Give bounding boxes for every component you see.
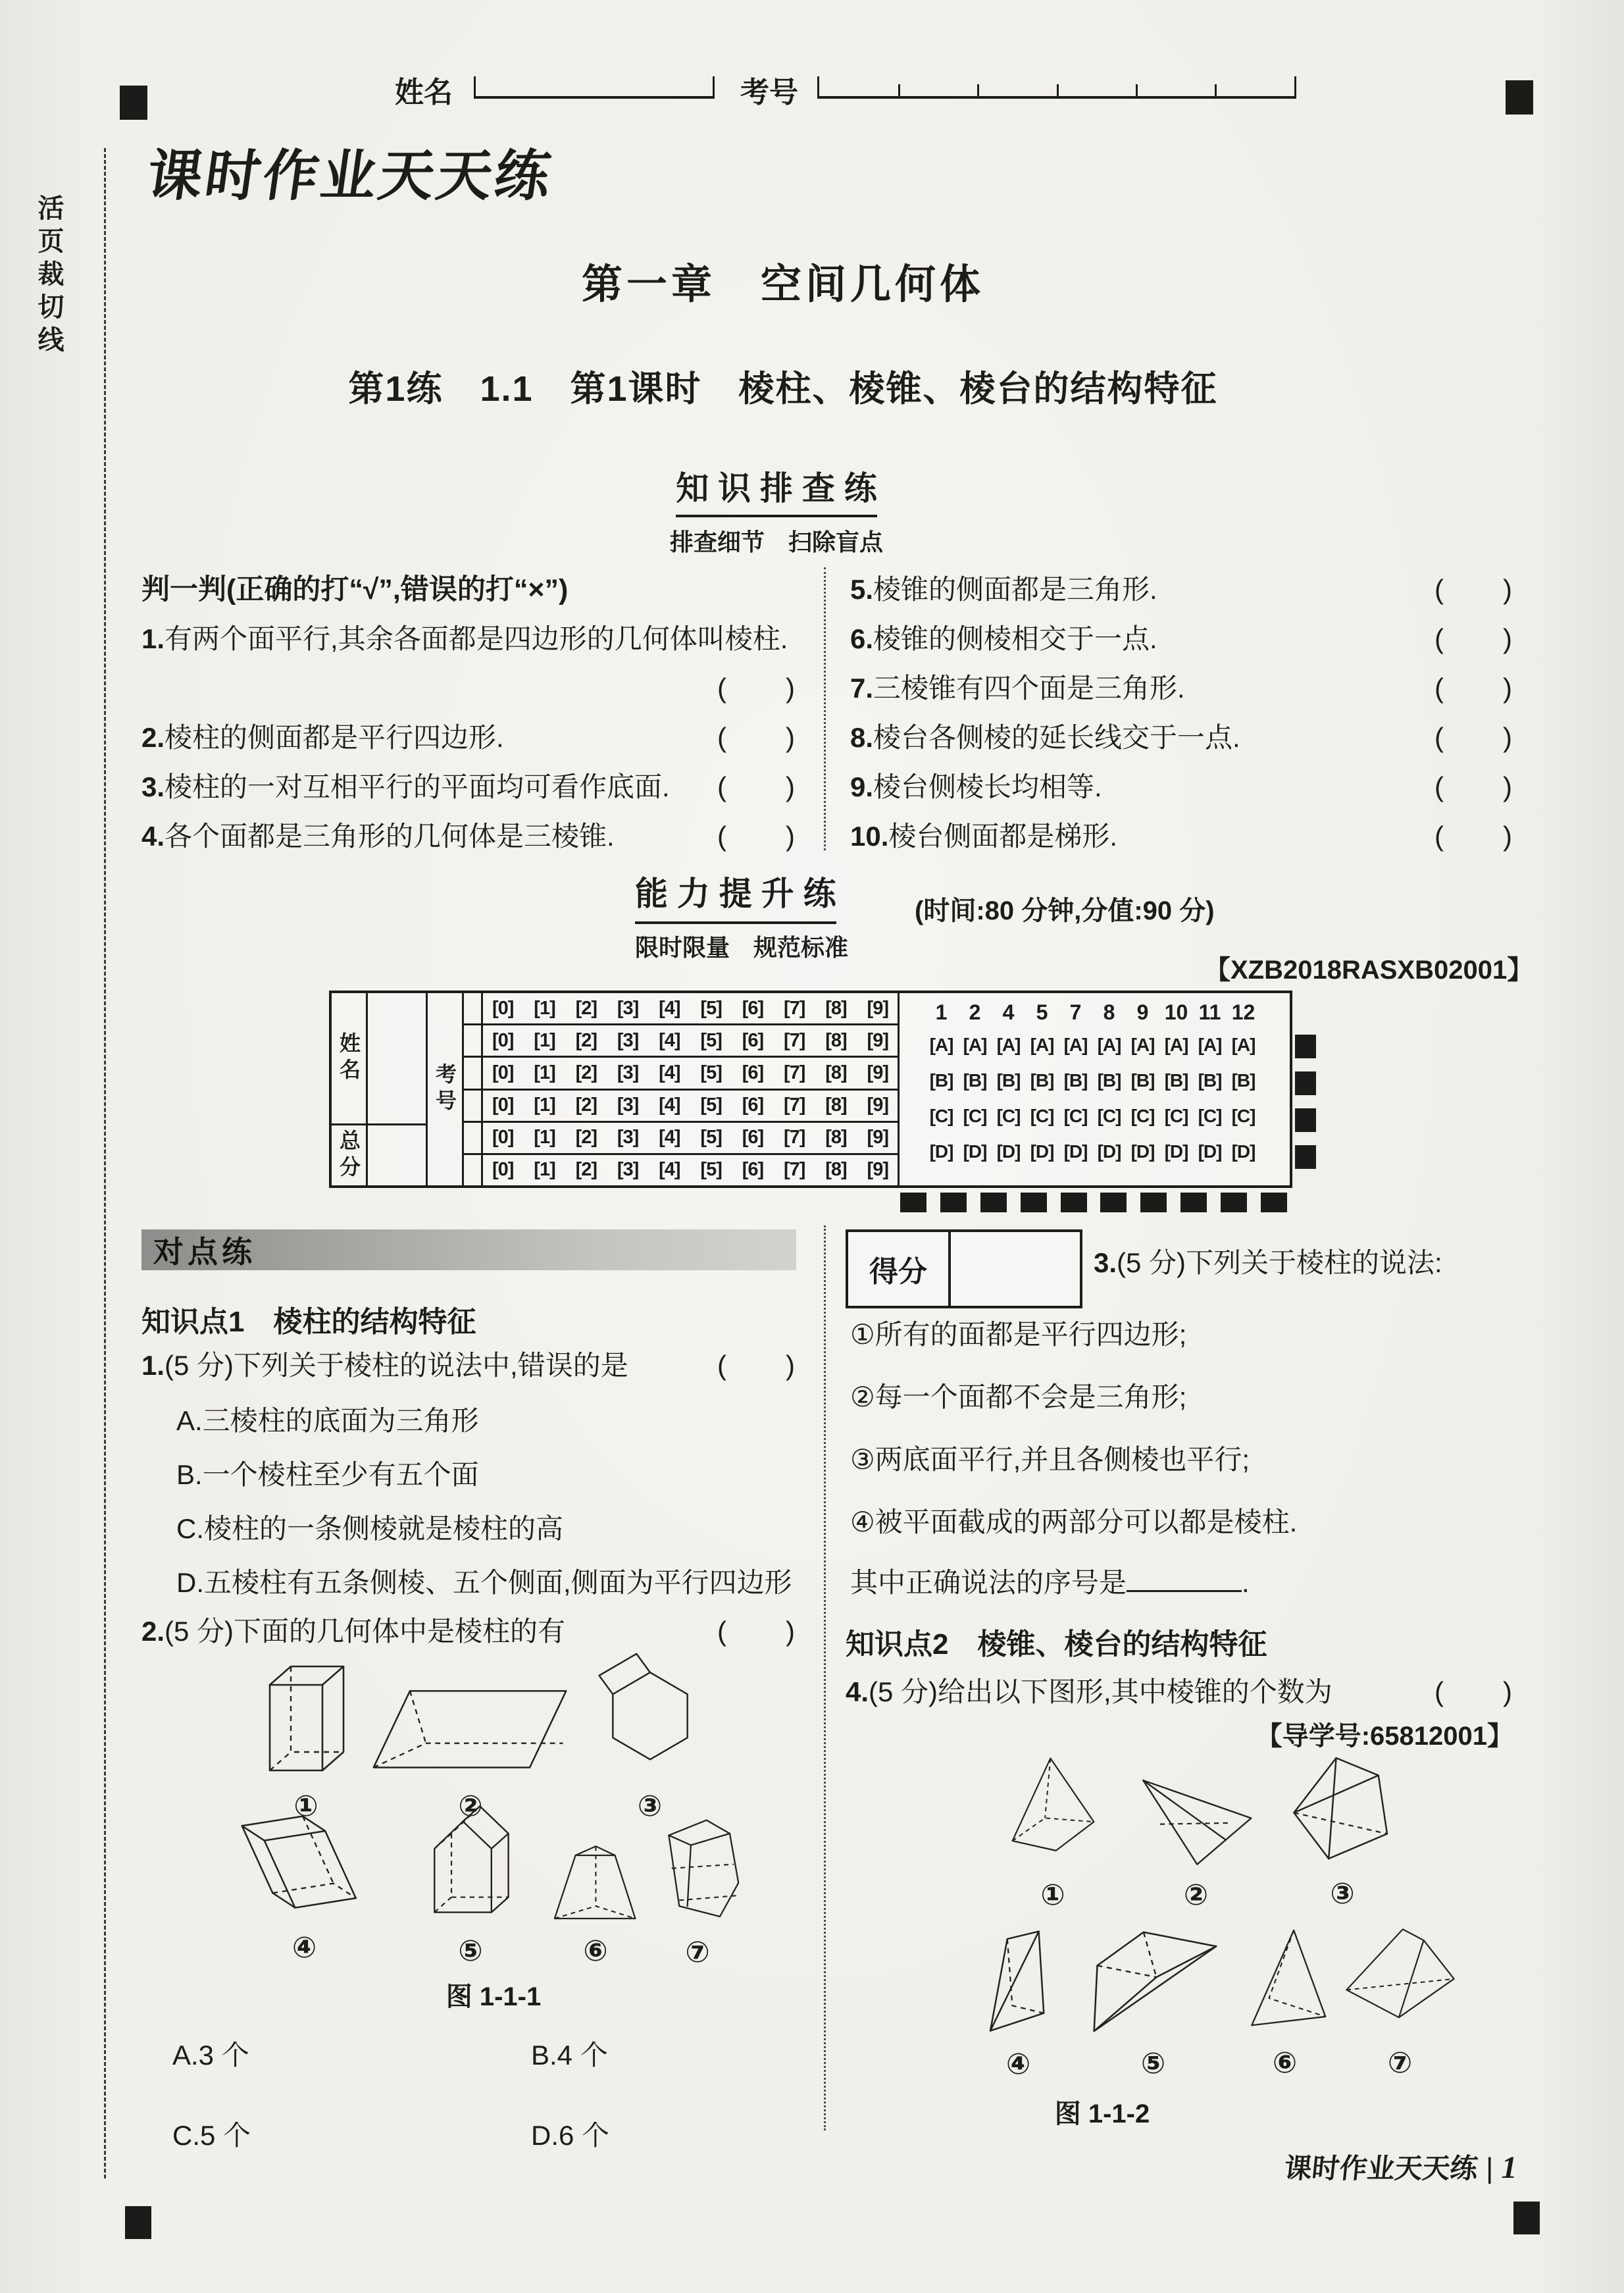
answer-sheet bbox=[329, 991, 1292, 1188]
q2-options bbox=[172, 2034, 609, 2153]
exam-number-label: 考号 bbox=[740, 76, 798, 109]
tf-text: 棱台侧面都是梯形. bbox=[888, 821, 1118, 852]
section-ability-practice bbox=[635, 867, 848, 963]
tf-number: 7. bbox=[850, 673, 874, 704]
q3-statement-1: ①所有的面都是平行四边形; bbox=[850, 1319, 1187, 1350]
question-number: 9 bbox=[1136, 1000, 1149, 1024]
section1-title: 知 识 排 查 练 bbox=[676, 462, 877, 517]
digit-bubble[interactable]: [1] bbox=[534, 997, 555, 1019]
answer-bubble[interactable]: [D] bbox=[1097, 1141, 1121, 1162]
answer-bubble[interactable]: [C] bbox=[929, 1106, 953, 1126]
section1-subtitle: 排查细节 扫除盲点 bbox=[669, 528, 883, 555]
question-number-row bbox=[925, 997, 1290, 1027]
digit-bubble[interactable]: [8] bbox=[825, 1127, 847, 1148]
answer-bubble[interactable]: [B] bbox=[963, 1070, 987, 1091]
digit-bubble[interactable]: [0] bbox=[492, 997, 514, 1019]
q3-statement-4: ④被平面截成的两部分可以都是棱柱. bbox=[850, 1507, 1298, 1537]
digit-bubble[interactable]: [2] bbox=[575, 1127, 597, 1148]
sheet-label-column bbox=[332, 993, 368, 1185]
figure-irregular-polyhedron bbox=[648, 1813, 747, 1969]
tf-item-10 bbox=[850, 815, 1513, 854]
q1-option-c[interactable]: C.棱柱的一条侧棱就是棱柱的高 bbox=[176, 1513, 564, 1544]
tf-number: 1. bbox=[141, 623, 165, 654]
digit-bubble[interactable]: [4] bbox=[659, 1095, 680, 1116]
q3-statement-2: ②每一个面都不会是三角形; bbox=[850, 1381, 1187, 1412]
figure-label: ③ bbox=[637, 1790, 663, 1822]
answer-bubble[interactable]: [C] bbox=[1164, 1106, 1188, 1126]
tf-number: 8. bbox=[850, 722, 874, 753]
digit-bubble[interactable]: [7] bbox=[783, 1062, 805, 1083]
tick bbox=[977, 84, 979, 96]
digit-bubble[interactable]: [6] bbox=[742, 1062, 764, 1083]
practice-banner-label: 对点练 bbox=[153, 1235, 256, 1269]
answer-bubble[interactable]: [C] bbox=[1063, 1106, 1088, 1126]
answer-bubble[interactable]: [B] bbox=[1198, 1070, 1222, 1091]
sheet-digit-grid bbox=[483, 993, 900, 1185]
digit-bubble[interactable]: [4] bbox=[659, 1062, 680, 1083]
tf-text: 棱台侧棱长均相等. bbox=[873, 771, 1102, 802]
digit-bubble[interactable]: [5] bbox=[700, 1127, 722, 1148]
digit-bubble[interactable]: [1] bbox=[534, 1127, 555, 1148]
timing-mark bbox=[1295, 1071, 1316, 1095]
digit-bubble[interactable]: [0] bbox=[492, 1062, 514, 1083]
answer-bubble[interactable]: [B] bbox=[929, 1070, 953, 1091]
question-1 bbox=[141, 1344, 796, 1383]
digit-bubble[interactable]: [7] bbox=[783, 1095, 805, 1116]
answer-paren[interactable]: ( ) bbox=[717, 771, 796, 802]
question-3 bbox=[1094, 1241, 1515, 1281]
digit-bubble[interactable]: [8] bbox=[825, 1095, 847, 1116]
answer-bubble[interactable]: [A] bbox=[1097, 1035, 1121, 1055]
cut-line-label: 活页裁切线 bbox=[34, 194, 63, 359]
answer-row-b bbox=[925, 1063, 1290, 1098]
tick bbox=[898, 84, 900, 96]
digit-bubble[interactable]: [0] bbox=[492, 1029, 514, 1051]
tf-item-2 bbox=[141, 716, 796, 756]
registration-mark-top-right bbox=[1506, 80, 1533, 115]
answer-row-a bbox=[925, 1027, 1290, 1063]
digit-bubble[interactable]: [7] bbox=[783, 1159, 805, 1181]
digit-row bbox=[483, 1025, 898, 1058]
figure-label: ⑥ bbox=[583, 1935, 608, 1967]
answer-bubble[interactable]: [D] bbox=[1164, 1141, 1188, 1162]
answer-paren[interactable]: ( ) bbox=[1434, 673, 1513, 704]
sheet-total-label: 总分 bbox=[337, 1129, 361, 1182]
timing-mark-row bbox=[900, 1193, 1287, 1212]
digit-row bbox=[483, 1091, 898, 1123]
figure-pyramid-7 bbox=[1339, 1912, 1461, 2080]
question-text: (5 分)下列关于棱柱的说法: bbox=[1117, 1247, 1442, 1278]
digit-bubble[interactable]: [0] bbox=[492, 1127, 514, 1148]
answer-paren[interactable]: ( ) bbox=[717, 1616, 796, 1647]
digit-bubble[interactable]: [2] bbox=[575, 1095, 597, 1116]
tf-item-4 bbox=[141, 815, 796, 854]
q2-option-a[interactable]: A.3 个 bbox=[172, 2040, 249, 2071]
sheet-name-label: 姓名 bbox=[337, 1032, 361, 1085]
question-4 bbox=[846, 1670, 1513, 1710]
q2-option-c[interactable]: C.5 个 bbox=[172, 2120, 251, 2151]
figure-pyramid-2 bbox=[1129, 1767, 1263, 1912]
answer-bubble[interactable]: [A] bbox=[1130, 1035, 1155, 1055]
digit-bubble[interactable]: [5] bbox=[700, 1159, 722, 1181]
answer-bubble[interactable]: [A] bbox=[1231, 1035, 1256, 1055]
digit-row bbox=[483, 1058, 898, 1090]
name-fill-line[interactable] bbox=[474, 76, 715, 99]
digit-bubble[interactable]: [3] bbox=[617, 997, 639, 1019]
digit-bubble[interactable]: [8] bbox=[825, 1062, 847, 1083]
footer-brand: 课时作业天天练 bbox=[1282, 2153, 1480, 2184]
answer-paren[interactable]: ( ) bbox=[1434, 821, 1513, 852]
q3-statement-3: ③两底面平行,并且各侧棱也平行; bbox=[850, 1444, 1250, 1475]
score-value-cell[interactable] bbox=[951, 1232, 1080, 1306]
digit-bubble[interactable]: [3] bbox=[617, 1095, 639, 1116]
digit-bubble[interactable]: [1] bbox=[534, 1029, 555, 1051]
answer-bubble[interactable]: [B] bbox=[1231, 1070, 1256, 1091]
tf-number: 9. bbox=[850, 771, 874, 802]
digit-bubble[interactable]: [6] bbox=[742, 1159, 764, 1181]
digit-row bbox=[483, 993, 898, 1025]
tf-item-1 bbox=[141, 617, 796, 657]
digit-bubble[interactable]: [1] bbox=[534, 1062, 555, 1083]
tick bbox=[1057, 84, 1059, 96]
answer-bubble[interactable]: [D] bbox=[1130, 1141, 1155, 1162]
answer-row-d bbox=[925, 1134, 1290, 1170]
answer-bubble[interactable]: [D] bbox=[996, 1141, 1021, 1162]
figure-label: ⑤ bbox=[458, 1935, 483, 1967]
answer-paren[interactable]: ( ) bbox=[717, 673, 796, 704]
answer-bubble[interactable]: [D] bbox=[1030, 1141, 1054, 1162]
digit-bubble[interactable]: [3] bbox=[617, 1127, 639, 1148]
sheet-digit-write-column[interactable] bbox=[464, 993, 483, 1185]
question-text: (5 分)下面的几何体中是棱柱的有 bbox=[165, 1616, 566, 1647]
q2-option-b[interactable]: B.4 个 bbox=[531, 2040, 608, 2071]
answer-bubble[interactable]: [B] bbox=[1097, 1070, 1121, 1091]
answer-paren[interactable]: ( ) bbox=[1434, 574, 1513, 605]
figure-1-1-2-caption: 图 1-1-2 bbox=[1054, 2100, 1150, 2128]
answer-bubble[interactable]: [D] bbox=[929, 1141, 953, 1162]
question-number: 11 bbox=[1198, 1000, 1221, 1024]
tf-item-9 bbox=[850, 765, 1513, 805]
question-number: 7 bbox=[1069, 1000, 1082, 1024]
answer-bubble[interactable]: [B] bbox=[1063, 1070, 1088, 1091]
practice-banner bbox=[141, 1229, 796, 1270]
digit-bubble[interactable]: [7] bbox=[783, 1127, 805, 1148]
digit-bubble[interactable]: [1] bbox=[534, 1159, 555, 1181]
column-divider-bottom bbox=[824, 1225, 826, 2130]
tf-number: 2. bbox=[141, 722, 165, 753]
tf-number: 3. bbox=[141, 771, 165, 802]
digit-bubble[interactable]: [0] bbox=[492, 1159, 514, 1181]
answer-bubble[interactable]: [C] bbox=[963, 1106, 987, 1126]
q1-option-b[interactable]: B.一个棱柱至少有五个面 bbox=[176, 1459, 479, 1490]
figure-1-1-1-caption: 图 1-1-1 bbox=[445, 1982, 542, 2011]
knowledge-point-2: 知识点2 棱锥、棱台的结构特征 bbox=[846, 1628, 1267, 1661]
answer-paren[interactable]: ( ) bbox=[1434, 722, 1513, 753]
score-label: 得分 bbox=[848, 1232, 951, 1306]
score-box bbox=[846, 1229, 1082, 1308]
registration-mark-top-left bbox=[120, 86, 147, 120]
answer-paren[interactable]: ( ) bbox=[717, 821, 796, 852]
figure-pyramid-6 bbox=[1237, 1919, 1332, 2080]
sheet-write-in-column[interactable] bbox=[368, 993, 428, 1185]
tf-item-5 bbox=[850, 568, 1513, 607]
digit-bubble[interactable]: [7] bbox=[783, 1029, 805, 1051]
digit-row bbox=[483, 1123, 898, 1155]
digit-bubble[interactable]: [7] bbox=[783, 997, 805, 1019]
digit-bubble[interactable]: [3] bbox=[617, 1029, 639, 1051]
section-knowledge-check bbox=[658, 462, 895, 557]
answer-bubble[interactable]: [A] bbox=[1030, 1035, 1054, 1055]
figure-pyramid-1 bbox=[997, 1747, 1109, 1912]
digit-bubble[interactable]: [9] bbox=[867, 1029, 888, 1051]
digit-bubble[interactable]: [9] bbox=[867, 1095, 888, 1116]
figure-label: ⑦ bbox=[1387, 2047, 1413, 2079]
answer-paren[interactable]: ( ) bbox=[1434, 771, 1513, 802]
answer-bubble[interactable]: [A] bbox=[1164, 1035, 1188, 1055]
digit-bubble[interactable]: [2] bbox=[575, 1029, 597, 1051]
question-number: 4. bbox=[846, 1676, 869, 1707]
tf-item-1-answer bbox=[141, 667, 796, 706]
answer-bubble[interactable]: [C] bbox=[1198, 1106, 1222, 1126]
tf-text: 有两个面平行,其余各面都是四边形的几何体叫棱柱. bbox=[165, 623, 788, 654]
tick bbox=[1136, 84, 1138, 96]
tf-text: 棱锥的侧面都是三角形. bbox=[873, 574, 1157, 605]
tf-number: 4. bbox=[141, 821, 165, 852]
fill-blank[interactable] bbox=[1127, 1585, 1242, 1592]
digit-row bbox=[483, 1155, 898, 1185]
figure-pyramid-4 bbox=[974, 1925, 1063, 2081]
digit-bubble[interactable]: [6] bbox=[742, 1029, 764, 1051]
knowledge-point-1: 知识点1 棱柱的结构特征 bbox=[141, 1306, 476, 1338]
figure-oblique-prism bbox=[224, 1807, 385, 1965]
digit-bubble[interactable]: [2] bbox=[575, 997, 597, 1019]
digit-bubble[interactable]: [8] bbox=[825, 1159, 847, 1181]
digit-bubble[interactable]: [1] bbox=[534, 1095, 555, 1116]
figure-label: ② bbox=[1183, 1879, 1209, 1911]
footer-divider: | bbox=[1486, 2152, 1494, 2184]
q3-tail-period: . bbox=[1242, 1567, 1250, 1598]
q3-tail-text: 其中正确说法的序号是 bbox=[850, 1567, 1127, 1598]
digit-bubble[interactable]: [9] bbox=[867, 1159, 888, 1181]
digit-bubble[interactable]: [4] bbox=[659, 1029, 680, 1051]
answer-bubble[interactable]: [A] bbox=[929, 1035, 953, 1055]
figure-label: ④ bbox=[1005, 2048, 1031, 2080]
answer-bubble[interactable]: [B] bbox=[1030, 1070, 1054, 1091]
answer-bubble[interactable]: [D] bbox=[1198, 1141, 1222, 1162]
answer-bubble[interactable]: [A] bbox=[963, 1035, 987, 1055]
answer-bubble[interactable]: [B] bbox=[1164, 1070, 1188, 1091]
guide-code: 【导学号:65812001】 bbox=[1256, 1722, 1513, 1751]
question-number: 2 bbox=[969, 1000, 981, 1024]
digit-bubble[interactable]: [9] bbox=[867, 1062, 888, 1083]
q1-option-d[interactable]: D.五棱柱有五条侧棱、五个侧面,侧面为平行四边形 bbox=[176, 1567, 792, 1598]
figure-frustum bbox=[546, 1833, 645, 1968]
digit-bubble[interactable]: [4] bbox=[659, 1159, 680, 1181]
tick bbox=[1215, 84, 1217, 96]
answer-bubble[interactable]: [C] bbox=[996, 1106, 1021, 1126]
digit-bubble[interactable]: [2] bbox=[575, 1159, 597, 1181]
chapter-title: 第一章 空间几何体 bbox=[581, 262, 984, 307]
tf-text: 棱台各侧棱的延长线交于一点. bbox=[873, 722, 1240, 753]
cut-line bbox=[104, 148, 106, 2178]
figure-label: ③ bbox=[1330, 1878, 1355, 1910]
footer-page-number: 1 bbox=[1501, 2150, 1517, 2185]
section2-meta: (时间:80 分钟,分值:90 分) bbox=[915, 896, 1215, 925]
answer-bubble[interactable]: [B] bbox=[1130, 1070, 1155, 1091]
digit-bubble[interactable]: [0] bbox=[492, 1095, 514, 1116]
tf-number: 5. bbox=[850, 574, 874, 605]
question-number: 10 bbox=[1164, 1000, 1188, 1024]
q2-option-d[interactable]: D.6 个 bbox=[531, 2120, 610, 2151]
page-footer bbox=[1284, 2147, 1517, 2186]
question-number: 1. bbox=[141, 1350, 165, 1381]
answer-bubble[interactable]: [C] bbox=[1231, 1106, 1256, 1126]
figure-label: ① bbox=[293, 1790, 318, 1822]
answer-row-c bbox=[925, 1098, 1290, 1134]
digit-bubble[interactable]: [3] bbox=[617, 1159, 639, 1181]
tf-text: 棱锥的侧棱相交于一点. bbox=[873, 623, 1157, 654]
figure-label: ① bbox=[1040, 1879, 1065, 1911]
digit-bubble[interactable]: [5] bbox=[700, 1062, 722, 1083]
answer-bubble[interactable]: [B] bbox=[996, 1070, 1021, 1091]
tf-number: 10. bbox=[850, 821, 889, 852]
answer-bubble[interactable]: [D] bbox=[963, 1141, 987, 1162]
registration-mark-bottom-left bbox=[125, 2206, 151, 2239]
tf-item-3 bbox=[141, 765, 796, 805]
answer-bubble[interactable]: [D] bbox=[1063, 1141, 1088, 1162]
digit-bubble[interactable]: [5] bbox=[700, 1029, 722, 1051]
digit-bubble[interactable]: [9] bbox=[867, 1127, 888, 1148]
tf-text: 三棱锥有四个面是三角形. bbox=[873, 673, 1185, 704]
question-text: (5 分)下列关于棱柱的说法中,错误的是 bbox=[165, 1350, 628, 1381]
answer-bubble[interactable]: [C] bbox=[1130, 1106, 1155, 1126]
answer-bubble[interactable]: [C] bbox=[1097, 1106, 1121, 1126]
question-number: 5 bbox=[1036, 1000, 1048, 1024]
digit-bubble[interactable]: [6] bbox=[742, 1127, 764, 1148]
question-2 bbox=[141, 1610, 796, 1649]
column-divider-top bbox=[824, 567, 826, 850]
figure-label: ⑤ bbox=[1140, 2048, 1166, 2080]
sheet-exam-label-cell bbox=[428, 993, 464, 1185]
lesson-title: 第1练 1.1 第1课时 棱柱、棱锥、棱台的结构特征 bbox=[348, 369, 1218, 409]
figure-label: ② bbox=[458, 1790, 483, 1822]
answer-bubble[interactable]: [D] bbox=[1231, 1141, 1256, 1162]
registration-mark-bottom-right bbox=[1513, 2202, 1540, 2234]
digit-bubble[interactable]: [9] bbox=[867, 997, 888, 1019]
timing-mark bbox=[1295, 1108, 1316, 1132]
tf-text: 棱柱的侧面都是平行四边形. bbox=[165, 722, 504, 753]
answer-bubble[interactable]: [C] bbox=[1030, 1106, 1054, 1126]
figure-label: ⑦ bbox=[685, 1936, 710, 1969]
digit-bubble[interactable]: [3] bbox=[617, 1062, 639, 1083]
digit-bubble[interactable]: [6] bbox=[742, 997, 764, 1019]
name-label: 姓名 bbox=[395, 76, 453, 109]
timing-mark bbox=[1295, 1035, 1316, 1058]
question-text: (5 分)给出以下图形,其中棱锥的个数为 bbox=[869, 1676, 1332, 1707]
digit-bubble[interactable]: [2] bbox=[575, 1062, 597, 1083]
digit-bubble[interactable]: [4] bbox=[659, 997, 680, 1019]
q3-fill-in bbox=[850, 1561, 1250, 1601]
question-number: 3. bbox=[1094, 1247, 1117, 1278]
digit-bubble[interactable]: [8] bbox=[825, 997, 847, 1019]
tf-item-7 bbox=[850, 667, 1513, 706]
digit-bubble[interactable]: [5] bbox=[700, 1095, 722, 1116]
answer-paren[interactable]: ( ) bbox=[1434, 623, 1513, 654]
sheet-exam-label: 考号 bbox=[433, 1063, 457, 1116]
figure-pyramid-3 bbox=[1283, 1751, 1402, 1911]
sheet-answer-panel bbox=[900, 993, 1290, 1185]
timing-mark bbox=[1295, 1145, 1316, 1169]
answer-bubble[interactable]: [A] bbox=[1198, 1035, 1222, 1055]
tf-text: 各个面都是三角形的几何体是三棱锥. bbox=[165, 821, 615, 852]
paper-code: 【XZB2018RASXB02001】 bbox=[1204, 956, 1534, 985]
digit-bubble[interactable]: [8] bbox=[825, 1029, 847, 1051]
tf-item-6 bbox=[850, 617, 1513, 657]
question-number: 4 bbox=[1002, 1000, 1015, 1024]
question-number: 1 bbox=[935, 1000, 948, 1024]
tf-number: 6. bbox=[850, 623, 874, 654]
answer-paren[interactable]: ( ) bbox=[717, 722, 796, 753]
digit-bubble[interactable]: [6] bbox=[742, 1095, 764, 1116]
figure-cuboid bbox=[250, 1649, 362, 1823]
tf-item-8 bbox=[850, 716, 1513, 756]
figure-label: ④ bbox=[292, 1932, 317, 1964]
question-number: 12 bbox=[1231, 1000, 1256, 1024]
answer-bubble[interactable]: [A] bbox=[996, 1035, 1021, 1055]
answer-bubble[interactable]: [A] bbox=[1063, 1035, 1088, 1055]
book-masthead: 课时作业天天练 bbox=[143, 145, 557, 207]
section2-subtitle: 限时限量 规范标准 bbox=[635, 934, 849, 961]
answer-paren[interactable]: ( ) bbox=[717, 1350, 796, 1381]
figure-hexagonal-solid bbox=[592, 1645, 707, 1823]
digit-bubble[interactable]: [4] bbox=[659, 1127, 680, 1148]
figure-pyramid-5 bbox=[1079, 1922, 1227, 2080]
tf-text: 棱柱的一对互相平行的平面均可看作底面. bbox=[165, 771, 670, 802]
answer-paren[interactable]: ( ) bbox=[1434, 1676, 1513, 1707]
question-number: 2. bbox=[141, 1616, 165, 1647]
figure-label: ⑥ bbox=[1272, 2047, 1298, 2079]
digit-bubble[interactable]: [5] bbox=[700, 997, 722, 1019]
figure-pentagonal-prism bbox=[411, 1793, 530, 1968]
q1-option-a[interactable]: A.三棱柱的底面为三角形 bbox=[176, 1405, 479, 1436]
section2-title: 能 力 提 升 练 bbox=[635, 867, 836, 924]
question-number: 8 bbox=[1103, 1000, 1115, 1024]
exam-number-fill-line[interactable] bbox=[817, 76, 1296, 99]
tf-instruction: 判一判(正确的打“√”,错误的打“×”) bbox=[141, 574, 569, 605]
